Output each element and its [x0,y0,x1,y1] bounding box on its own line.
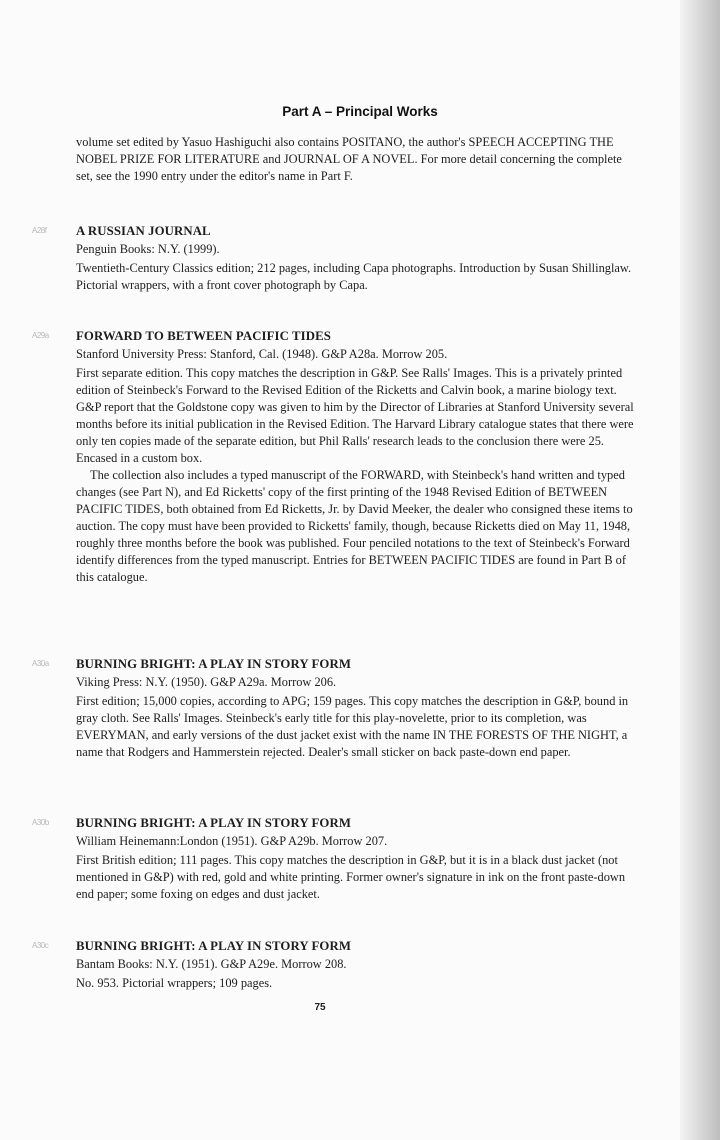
entry-description: First British edition; 111 pages. This copy matches the description in G&P, but it is in a black dust jacket (not mentioned in G&P) with red, gold and white printing. Former owner's signature in ink on the front paste-down end paper; some foxing on edges and dust jacket. [76,853,626,901]
entry-code: A30a [32,659,49,668]
entry-description: Twentieth-Century Classics edition; 212 pages, including Capa photographs. Introduction by Susan Shillinglaw. Pictorial wrappers, with a front cover photograph by Capa. [76,261,632,292]
entry-publisher: Stanford University Press: Stanford, Cal. (1948). G&P A28a. Morrow 205. [76,347,448,361]
page-number: 75 [314,1002,326,1013]
entry-title: BURNING BRIGHT: A PLAY IN STORY FORM [76,816,352,830]
entry-title: BURNING BRIGHT: A PLAY IN STORY FORM [76,939,352,953]
entry-code: A30c [32,941,49,950]
entry-title: A RUSSIAN JOURNAL [76,224,211,238]
entry-code: A30b [32,818,49,827]
entry-burning-bright-heinemann [32,816,636,903]
entry-title: FORWARD TO BETWEEN PACIFIC TIDES [76,329,331,343]
entry-a-russian-journal [32,224,636,294]
page-heading: Part A – Principal Works [282,104,438,119]
entry-publisher: William Heinemann:London (1951). G&P A29b. Morrow 207. [76,834,388,848]
entry-title: BURNING BRIGHT: A PLAY IN STORY FORM [76,657,352,671]
entry-description-continued: The collection also includes a typed manuscript of the FORWARD, with Steinbeck's hand written and typed changes (see Part N), and Ed Ricketts' copy of the first printing of the 1948 Revised Edition of BETWEEN PACIFIC TIDES, both obtained from Ed Ricketts, Jr. by David Meeker, the dealer who consigned these items to auction. The copy must have been provided to Ricketts' family, though, because Ricketts died on May 11, 1948, roughly three months before the book was published. Four penciled notations to the text of Steinbeck's Forward identify differences from the typed manuscript. Entries for BETWEEN PACIFIC TIDES are found in Part B of this catalogue. [76,468,633,584]
intro-paragraph: volume set edited by Yasuo Hashiguchi also contains POSITANO, the author's SPEECH ACCEPTING THE NOBEL PRIZE FOR LITERATURE and JOURNAL OF A NOVEL. For more detail concerning the complete set, see the 1990 entry under the editor's name in Part F. [76,135,622,183]
entry-description: No. 953. Pictorial wrappers; 109 pages. [76,976,273,990]
entry-code: A28f [32,226,47,235]
entry-burning-bright-viking [32,657,636,761]
page-edge-shadow [680,0,720,1140]
entry-burning-bright-bantam [32,939,636,992]
entry-code: A29a [32,331,49,340]
entry-description: First separate edition. This copy matches the description in G&P. See Ralls' Images. This is a privately printed edition of Steinbeck's Forward to the Revised Edition of the Ricketts and Calvin book, a marine biology text. G&P report that the Goldstone copy was given to him by the Director of Libraries at Stanford University several months before its initial publication in the Revised Edition. The Harvard Library catalogue states that there were only ten copies made of the separate edition, but Phil Ralls' research leads to the conclusion there were 25. Encased in a custom box. [76,366,634,465]
entry-publisher: Bantam Books: N.Y. (1951). G&P A29e. Morrow 208. [76,957,347,971]
entry-description: First edition; 15,000 copies, according to APG; 159 pages. This copy matches the description in G&P, bound in gray cloth. See Ralls' Images. Steinbeck's early title for this play-novelette, prior to its completion, was EVERYMAN, and early versions of the dust jacket exist with the name IN THE FORESTS OF THE NIGHT, a name that Rodgers and Hammerstein rejected. Dealer's small sticker on back paste-down end paper. [76,694,629,759]
entry-forward-to-between-pacific-tides [32,329,636,586]
entry-publisher: Viking Press: N.Y. (1950). G&P A29a. Morrow 206. [76,675,337,689]
entry-publisher: Penguin Books: N.Y. (1999). [76,242,220,256]
